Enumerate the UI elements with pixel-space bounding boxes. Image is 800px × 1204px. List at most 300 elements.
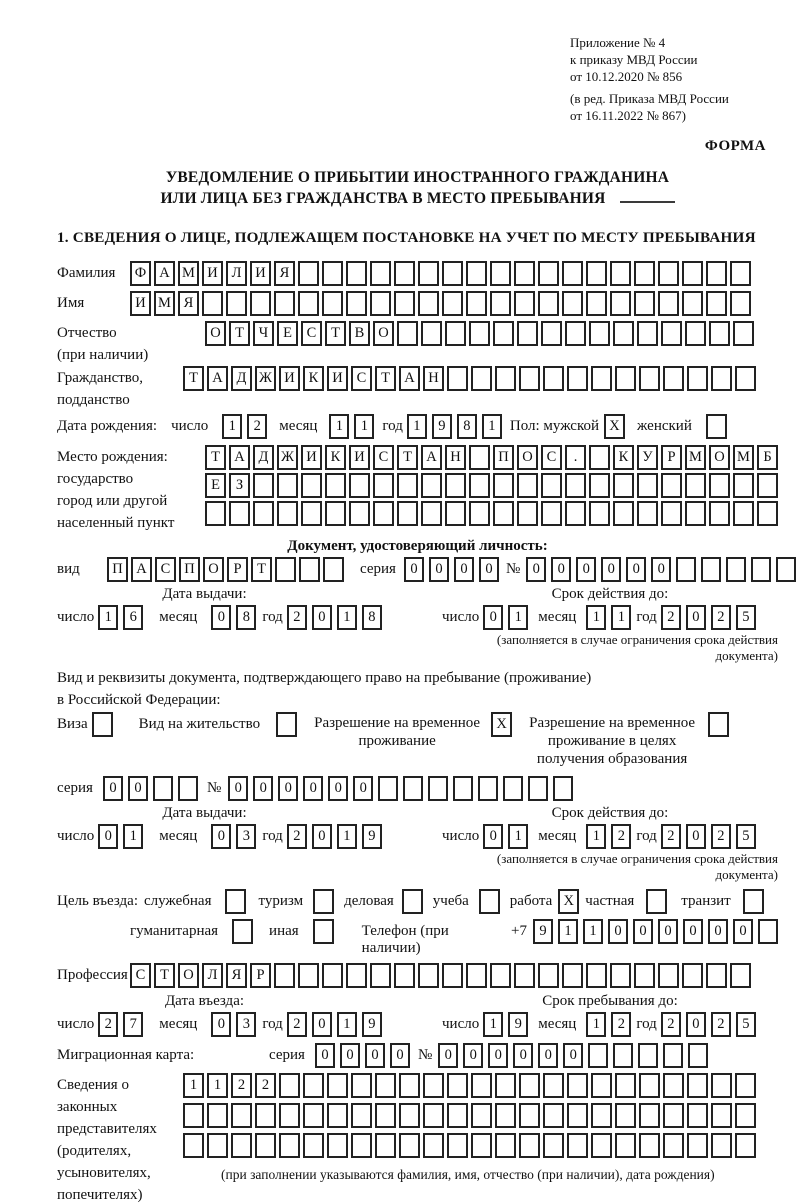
- char-cell[interactable]: [399, 1103, 420, 1128]
- char-cell[interactable]: [514, 261, 535, 286]
- char-cell[interactable]: П: [179, 557, 200, 582]
- char-cell[interactable]: [709, 321, 730, 346]
- char-cell[interactable]: [471, 1073, 492, 1098]
- char-cell[interactable]: [299, 557, 320, 582]
- char-cell[interactable]: Т: [183, 366, 204, 391]
- char-cell[interactable]: Т: [251, 557, 272, 582]
- char-cell[interactable]: [687, 366, 708, 391]
- char-cell[interactable]: [255, 1133, 276, 1158]
- char-cell[interactable]: [726, 557, 746, 582]
- char-cell[interactable]: 0: [651, 557, 671, 582]
- char-cell[interactable]: [351, 1103, 372, 1128]
- char-cell[interactable]: Л: [202, 963, 223, 988]
- char-cell[interactable]: 2: [711, 1012, 731, 1037]
- char-cell[interactable]: [613, 321, 634, 346]
- char-cell[interactable]: [613, 501, 634, 526]
- char-cell[interactable]: И: [327, 366, 348, 391]
- char-cell[interactable]: 0: [708, 919, 728, 944]
- char-cell[interactable]: [418, 963, 439, 988]
- char-cell[interactable]: 0: [438, 1043, 458, 1068]
- char-cell[interactable]: [229, 501, 250, 526]
- char-cell[interactable]: [493, 321, 514, 346]
- char-cell[interactable]: [711, 366, 732, 391]
- char-cell[interactable]: [378, 776, 398, 801]
- char-cell[interactable]: [397, 321, 418, 346]
- char-cell[interactable]: 0: [98, 824, 118, 849]
- char-cell[interactable]: 9: [508, 1012, 528, 1037]
- char-cell[interactable]: [541, 473, 562, 498]
- char-cell[interactable]: [519, 366, 540, 391]
- char-cell[interactable]: [682, 963, 703, 988]
- purpose-business-checkbox[interactable]: [402, 889, 423, 914]
- char-cell[interactable]: Т: [325, 321, 346, 346]
- char-cell[interactable]: [610, 261, 631, 286]
- char-cell[interactable]: А: [399, 366, 420, 391]
- char-cell[interactable]: 0: [686, 605, 706, 630]
- char-cell[interactable]: [757, 501, 778, 526]
- char-cell[interactable]: [298, 261, 319, 286]
- char-cell[interactable]: Б: [757, 445, 778, 470]
- char-cell[interactable]: 1: [98, 605, 118, 630]
- char-cell[interactable]: 1: [123, 824, 143, 849]
- char-cell[interactable]: 0: [479, 557, 499, 582]
- char-cell[interactable]: [226, 291, 247, 316]
- char-cell[interactable]: [663, 1043, 683, 1068]
- char-cell[interactable]: [663, 1103, 684, 1128]
- char-cell[interactable]: 3: [236, 824, 256, 849]
- char-cell[interactable]: 2: [661, 824, 681, 849]
- char-cell[interactable]: Д: [231, 366, 252, 391]
- char-cell[interactable]: [303, 1103, 324, 1128]
- char-cell[interactable]: Т: [229, 321, 250, 346]
- char-cell[interactable]: 0: [211, 824, 231, 849]
- char-cell[interactable]: А: [131, 557, 152, 582]
- char-cell[interactable]: 0: [454, 557, 474, 582]
- char-cell[interactable]: [471, 1103, 492, 1128]
- char-cell[interactable]: [658, 261, 679, 286]
- char-cell[interactable]: 2: [98, 1012, 118, 1037]
- char-cell[interactable]: [735, 1073, 756, 1098]
- char-cell[interactable]: [399, 1073, 420, 1098]
- char-cell[interactable]: 0: [365, 1043, 385, 1068]
- char-cell[interactable]: 5: [736, 605, 756, 630]
- char-cell[interactable]: 0: [340, 1043, 360, 1068]
- char-cell[interactable]: 1: [586, 1012, 606, 1037]
- char-cell[interactable]: 6: [123, 605, 143, 630]
- char-cell[interactable]: [397, 473, 418, 498]
- char-cell[interactable]: [370, 291, 391, 316]
- char-cell[interactable]: [274, 291, 295, 316]
- char-cell[interactable]: [322, 291, 343, 316]
- char-cell[interactable]: [277, 473, 298, 498]
- char-cell[interactable]: [514, 963, 535, 988]
- char-cell[interactable]: 8: [362, 605, 382, 630]
- char-cell[interactable]: 0: [626, 557, 646, 582]
- char-cell[interactable]: [663, 1133, 684, 1158]
- char-cell[interactable]: [634, 963, 655, 988]
- char-cell[interactable]: [589, 473, 610, 498]
- sex-female-checkbox[interactable]: [706, 414, 727, 439]
- char-cell[interactable]: М: [685, 445, 706, 470]
- char-cell[interactable]: Ж: [255, 366, 276, 391]
- char-cell[interactable]: [469, 321, 490, 346]
- char-cell[interactable]: 0: [683, 919, 703, 944]
- char-cell[interactable]: [399, 1133, 420, 1158]
- char-cell[interactable]: [562, 261, 583, 286]
- char-cell[interactable]: .: [565, 445, 586, 470]
- char-cell[interactable]: [706, 291, 727, 316]
- char-cell[interactable]: [711, 1133, 732, 1158]
- char-cell[interactable]: [639, 1133, 660, 1158]
- char-cell[interactable]: [469, 473, 490, 498]
- char-cell[interactable]: [373, 501, 394, 526]
- char-cell[interactable]: 0: [608, 919, 628, 944]
- char-cell[interactable]: [428, 776, 448, 801]
- purpose-transit-checkbox[interactable]: [743, 889, 764, 914]
- char-cell[interactable]: 9: [362, 824, 382, 849]
- char-cell[interactable]: [325, 473, 346, 498]
- char-cell[interactable]: 1: [354, 414, 374, 439]
- char-cell[interactable]: А: [207, 366, 228, 391]
- char-cell[interactable]: [490, 261, 511, 286]
- char-cell[interactable]: [591, 1133, 612, 1158]
- char-cell[interactable]: П: [493, 445, 514, 470]
- char-cell[interactable]: 1: [337, 824, 357, 849]
- char-cell[interactable]: [325, 501, 346, 526]
- char-cell[interactable]: [567, 1133, 588, 1158]
- char-cell[interactable]: [279, 1073, 300, 1098]
- char-cell[interactable]: 0: [228, 776, 248, 801]
- char-cell[interactable]: [586, 291, 607, 316]
- char-cell[interactable]: [615, 1073, 636, 1098]
- char-cell[interactable]: [274, 963, 295, 988]
- char-cell[interactable]: [301, 473, 322, 498]
- char-cell[interactable]: [776, 557, 796, 582]
- char-cell[interactable]: [322, 963, 343, 988]
- char-cell[interactable]: 9: [432, 414, 452, 439]
- char-cell[interactable]: О: [373, 321, 394, 346]
- char-cell[interactable]: И: [349, 445, 370, 470]
- char-cell[interactable]: [442, 963, 463, 988]
- char-cell[interactable]: [301, 501, 322, 526]
- char-cell[interactable]: [553, 776, 573, 801]
- char-cell[interactable]: [661, 501, 682, 526]
- char-cell[interactable]: [519, 1073, 540, 1098]
- char-cell[interactable]: 0: [483, 605, 503, 630]
- char-cell[interactable]: И: [279, 366, 300, 391]
- char-cell[interactable]: [663, 366, 684, 391]
- char-cell[interactable]: 0: [551, 557, 571, 582]
- char-cell[interactable]: [735, 1133, 756, 1158]
- char-cell[interactable]: 2: [711, 605, 731, 630]
- char-cell[interactable]: [538, 291, 559, 316]
- char-cell[interactable]: 0: [538, 1043, 558, 1068]
- char-cell[interactable]: 1: [558, 919, 578, 944]
- char-cell[interactable]: [735, 366, 756, 391]
- char-cell[interactable]: И: [301, 445, 322, 470]
- char-cell[interactable]: [445, 473, 466, 498]
- char-cell[interactable]: [565, 501, 586, 526]
- char-cell[interactable]: [567, 1103, 588, 1128]
- char-cell[interactable]: 2: [247, 414, 267, 439]
- char-cell[interactable]: Ф: [130, 261, 151, 286]
- char-cell[interactable]: [701, 557, 721, 582]
- char-cell[interactable]: О: [205, 321, 226, 346]
- temp-residence-education-checkbox[interactable]: [708, 712, 729, 737]
- char-cell[interactable]: [495, 1073, 516, 1098]
- char-cell[interactable]: Ч: [253, 321, 274, 346]
- char-cell[interactable]: И: [130, 291, 151, 316]
- char-cell[interactable]: А: [154, 261, 175, 286]
- char-cell[interactable]: [298, 963, 319, 988]
- char-cell[interactable]: Я: [274, 261, 295, 286]
- char-cell[interactable]: [493, 473, 514, 498]
- residence-permit-checkbox[interactable]: [276, 712, 297, 737]
- char-cell[interactable]: [591, 366, 612, 391]
- char-cell[interactable]: [394, 261, 415, 286]
- char-cell[interactable]: [370, 261, 391, 286]
- char-cell[interactable]: [442, 291, 463, 316]
- char-cell[interactable]: П: [107, 557, 128, 582]
- char-cell[interactable]: [543, 1073, 564, 1098]
- char-cell[interactable]: [735, 1103, 756, 1128]
- char-cell[interactable]: 0: [253, 776, 273, 801]
- char-cell[interactable]: [541, 501, 562, 526]
- char-cell[interactable]: 0: [601, 557, 621, 582]
- char-cell[interactable]: [567, 366, 588, 391]
- char-cell[interactable]: Р: [661, 445, 682, 470]
- char-cell[interactable]: 2: [287, 605, 307, 630]
- char-cell[interactable]: [615, 1133, 636, 1158]
- char-cell[interactable]: Е: [277, 321, 298, 346]
- char-cell[interactable]: [514, 291, 535, 316]
- purpose-work-checkbox[interactable]: X: [558, 889, 579, 914]
- char-cell[interactable]: [562, 963, 583, 988]
- char-cell[interactable]: [733, 473, 754, 498]
- char-cell[interactable]: [658, 963, 679, 988]
- char-cell[interactable]: Л: [226, 261, 247, 286]
- char-cell[interactable]: [588, 1043, 608, 1068]
- char-cell[interactable]: [447, 366, 468, 391]
- char-cell[interactable]: [565, 321, 586, 346]
- char-cell[interactable]: Н: [423, 366, 444, 391]
- char-cell[interactable]: 0: [429, 557, 449, 582]
- char-cell[interactable]: [375, 1133, 396, 1158]
- char-cell[interactable]: О: [203, 557, 224, 582]
- char-cell[interactable]: [528, 776, 548, 801]
- char-cell[interactable]: 1: [508, 605, 528, 630]
- char-cell[interactable]: [639, 1103, 660, 1128]
- visa-checkbox[interactable]: [92, 712, 113, 737]
- char-cell[interactable]: [709, 473, 730, 498]
- char-cell[interactable]: 1: [483, 1012, 503, 1037]
- char-cell[interactable]: О: [178, 963, 199, 988]
- char-cell[interactable]: [493, 501, 514, 526]
- char-cell[interactable]: [733, 321, 754, 346]
- char-cell[interactable]: [685, 473, 706, 498]
- char-cell[interactable]: [253, 473, 274, 498]
- char-cell[interactable]: 0: [390, 1043, 410, 1068]
- char-cell[interactable]: [469, 501, 490, 526]
- char-cell[interactable]: 1: [482, 414, 502, 439]
- char-cell[interactable]: У: [637, 445, 658, 470]
- char-cell[interactable]: [589, 445, 610, 470]
- char-cell[interactable]: [610, 963, 631, 988]
- char-cell[interactable]: [370, 963, 391, 988]
- char-cell[interactable]: 2: [611, 824, 631, 849]
- char-cell[interactable]: [346, 291, 367, 316]
- char-cell[interactable]: 2: [231, 1073, 252, 1098]
- char-cell[interactable]: 0: [211, 1012, 231, 1037]
- char-cell[interactable]: 2: [611, 1012, 631, 1037]
- char-cell[interactable]: А: [421, 445, 442, 470]
- char-cell[interactable]: [303, 1073, 324, 1098]
- char-cell[interactable]: [421, 473, 442, 498]
- char-cell[interactable]: 2: [661, 605, 681, 630]
- char-cell[interactable]: [495, 1133, 516, 1158]
- char-cell[interactable]: 2: [287, 824, 307, 849]
- char-cell[interactable]: [661, 473, 682, 498]
- char-cell[interactable]: [687, 1103, 708, 1128]
- char-cell[interactable]: [178, 776, 198, 801]
- char-cell[interactable]: К: [303, 366, 324, 391]
- char-cell[interactable]: [445, 501, 466, 526]
- char-cell[interactable]: С: [130, 963, 151, 988]
- char-cell[interactable]: 7: [123, 1012, 143, 1037]
- char-cell[interactable]: [447, 1073, 468, 1098]
- char-cell[interactable]: [495, 366, 516, 391]
- char-cell[interactable]: С: [541, 445, 562, 470]
- char-cell[interactable]: [586, 963, 607, 988]
- char-cell[interactable]: [327, 1103, 348, 1128]
- char-cell[interactable]: [615, 366, 636, 391]
- char-cell[interactable]: [730, 291, 751, 316]
- char-cell[interactable]: 0: [513, 1043, 533, 1068]
- char-cell[interactable]: [490, 291, 511, 316]
- char-cell[interactable]: Т: [154, 963, 175, 988]
- char-cell[interactable]: [730, 963, 751, 988]
- char-cell[interactable]: С: [351, 366, 372, 391]
- char-cell[interactable]: 1: [586, 605, 606, 630]
- char-cell[interactable]: [423, 1133, 444, 1158]
- char-cell[interactable]: 2: [661, 1012, 681, 1037]
- char-cell[interactable]: С: [155, 557, 176, 582]
- char-cell[interactable]: [471, 366, 492, 391]
- char-cell[interactable]: [183, 1103, 204, 1128]
- char-cell[interactable]: [562, 291, 583, 316]
- char-cell[interactable]: [255, 1103, 276, 1128]
- char-cell[interactable]: 9: [533, 919, 553, 944]
- char-cell[interactable]: 1: [508, 824, 528, 849]
- char-cell[interactable]: 0: [563, 1043, 583, 1068]
- char-cell[interactable]: 0: [303, 776, 323, 801]
- char-cell[interactable]: [517, 321, 538, 346]
- char-cell[interactable]: [613, 1043, 633, 1068]
- char-cell[interactable]: [453, 776, 473, 801]
- char-cell[interactable]: 1: [586, 824, 606, 849]
- char-cell[interactable]: 8: [236, 605, 256, 630]
- char-cell[interactable]: [503, 776, 523, 801]
- char-cell[interactable]: [757, 473, 778, 498]
- char-cell[interactable]: [466, 261, 487, 286]
- char-cell[interactable]: [447, 1103, 468, 1128]
- char-cell[interactable]: [394, 963, 415, 988]
- purpose-study-checkbox[interactable]: [479, 889, 500, 914]
- char-cell[interactable]: [397, 501, 418, 526]
- char-cell[interactable]: [567, 1073, 588, 1098]
- char-cell[interactable]: 2: [711, 824, 731, 849]
- char-cell[interactable]: 8: [457, 414, 477, 439]
- char-cell[interactable]: Т: [375, 366, 396, 391]
- char-cell[interactable]: 2: [255, 1073, 276, 1098]
- char-cell[interactable]: [543, 1103, 564, 1128]
- char-cell[interactable]: [445, 321, 466, 346]
- char-cell[interactable]: [541, 321, 562, 346]
- char-cell[interactable]: [349, 501, 370, 526]
- char-cell[interactable]: [519, 1103, 540, 1128]
- char-cell[interactable]: [183, 1133, 204, 1158]
- char-cell[interactable]: [591, 1103, 612, 1128]
- char-cell[interactable]: [423, 1073, 444, 1098]
- char-cell[interactable]: [543, 1133, 564, 1158]
- char-cell[interactable]: 1: [207, 1073, 228, 1098]
- char-cell[interactable]: Т: [397, 445, 418, 470]
- char-cell[interactable]: [346, 963, 367, 988]
- char-cell[interactable]: С: [373, 445, 394, 470]
- purpose-other-checkbox[interactable]: [313, 919, 334, 944]
- char-cell[interactable]: [519, 1133, 540, 1158]
- char-cell[interactable]: [421, 321, 442, 346]
- char-cell[interactable]: [711, 1103, 732, 1128]
- char-cell[interactable]: 0: [733, 919, 753, 944]
- char-cell[interactable]: Ж: [277, 445, 298, 470]
- char-cell[interactable]: 0: [328, 776, 348, 801]
- char-cell[interactable]: [418, 291, 439, 316]
- char-cell[interactable]: [322, 261, 343, 286]
- temp-residence-checkbox[interactable]: X: [491, 712, 512, 737]
- char-cell[interactable]: [231, 1103, 252, 1128]
- char-cell[interactable]: [253, 501, 274, 526]
- char-cell[interactable]: [202, 291, 223, 316]
- char-cell[interactable]: О: [709, 445, 730, 470]
- char-cell[interactable]: [687, 1133, 708, 1158]
- char-cell[interactable]: М: [178, 261, 199, 286]
- char-cell[interactable]: [346, 261, 367, 286]
- char-cell[interactable]: [277, 501, 298, 526]
- purpose-official-checkbox[interactable]: [225, 889, 246, 914]
- char-cell[interactable]: [466, 291, 487, 316]
- char-cell[interactable]: [373, 473, 394, 498]
- char-cell[interactable]: 0: [658, 919, 678, 944]
- char-cell[interactable]: К: [613, 445, 634, 470]
- char-cell[interactable]: 0: [483, 824, 503, 849]
- char-cell[interactable]: [466, 963, 487, 988]
- char-cell[interactable]: [538, 261, 559, 286]
- char-cell[interactable]: [751, 557, 771, 582]
- char-cell[interactable]: [495, 1103, 516, 1128]
- char-cell[interactable]: 0: [488, 1043, 508, 1068]
- char-cell[interactable]: [586, 261, 607, 286]
- char-cell[interactable]: [447, 1133, 468, 1158]
- char-cell[interactable]: [517, 473, 538, 498]
- char-cell[interactable]: 0: [526, 557, 546, 582]
- char-cell[interactable]: Р: [250, 963, 271, 988]
- char-cell[interactable]: [709, 501, 730, 526]
- char-cell[interactable]: [471, 1133, 492, 1158]
- char-cell[interactable]: [349, 473, 370, 498]
- char-cell[interactable]: [758, 919, 778, 944]
- sex-male-checkbox[interactable]: X: [604, 414, 625, 439]
